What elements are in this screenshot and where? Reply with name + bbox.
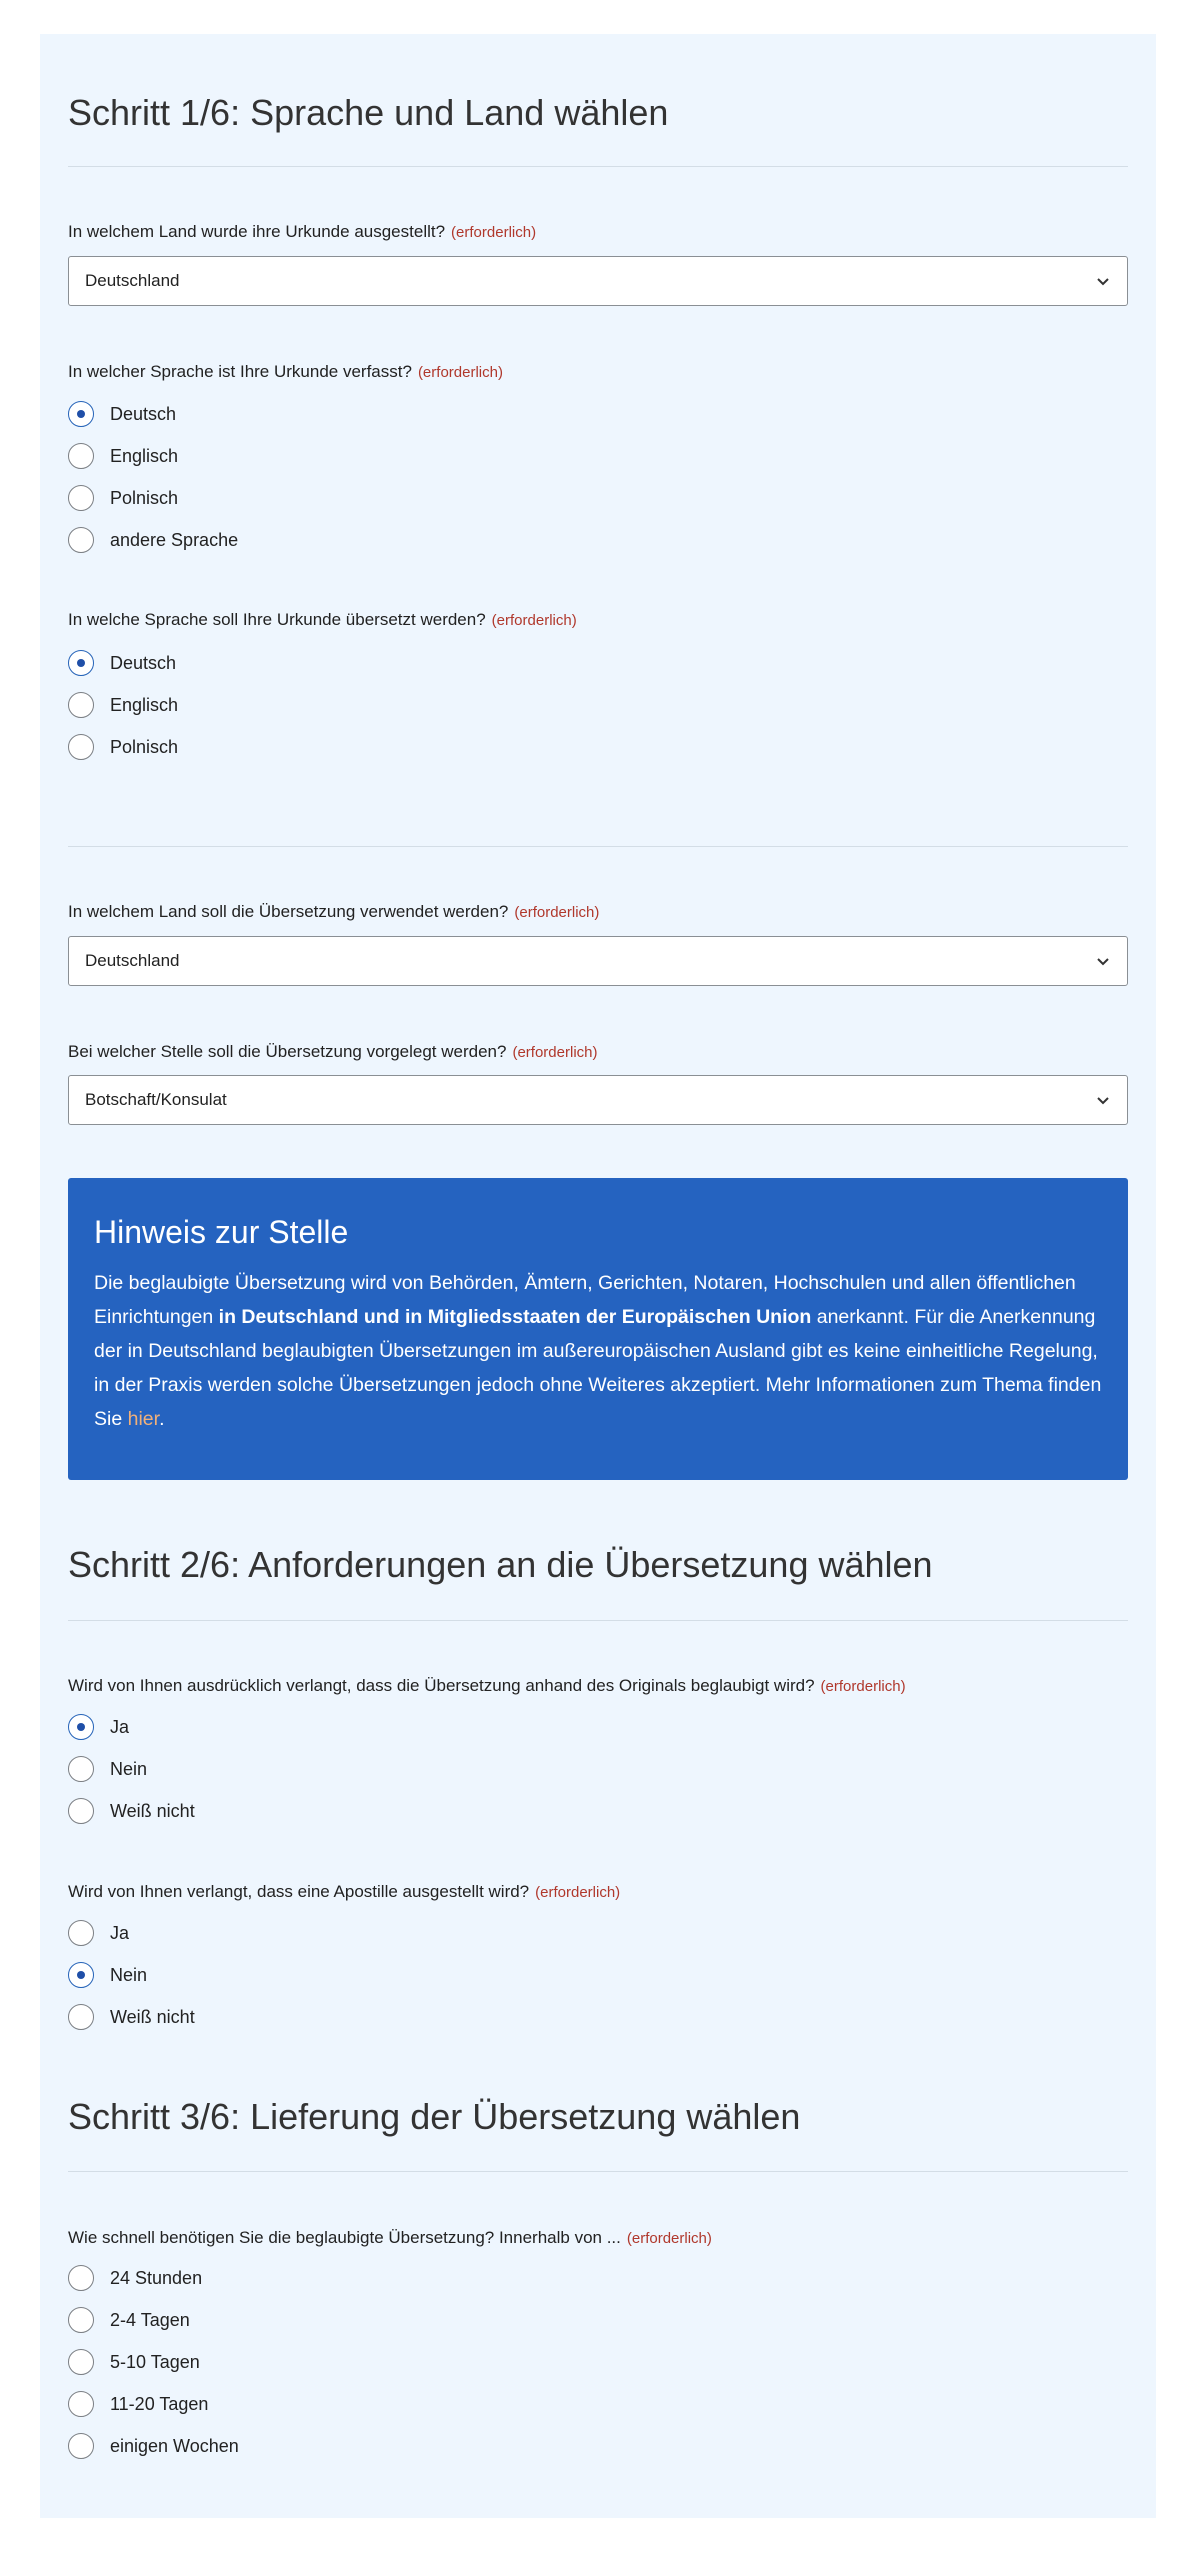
radio-label[interactable]: 5-10 Tagen: [110, 2352, 200, 2372]
use-country-select[interactable]: [68, 936, 1128, 986]
radio-button[interactable]: [68, 1920, 94, 1946]
required-marker: (erforderlich): [451, 224, 537, 241]
question-source-language-label: In welcher Sprache ist Ihre Urkunde verfasst? (erforderlich): [68, 362, 503, 381]
issue-country-select[interactable]: [68, 256, 1128, 306]
radio-label[interactable]: 2-4 Tagen: [110, 2310, 190, 2330]
required-marker: (erforderlich): [514, 904, 600, 921]
notice-title: Hinweis zur Stelle: [94, 1214, 349, 1250]
authority-value: Botschaft/Konsulat: [85, 1090, 227, 1109]
radio-button[interactable]: [68, 2004, 94, 2030]
required-marker: (erforderlich): [535, 1884, 621, 1901]
radio-label[interactable]: Ja: [110, 1923, 130, 1943]
notice-link[interactable]: hier: [127, 1408, 160, 1430]
notice-box: [68, 1178, 1128, 1480]
question-use-country-label: In welchem Land soll die Übersetzung verwendet werden? (erforderlich): [68, 902, 600, 921]
radio-label[interactable]: Nein: [110, 1759, 148, 1779]
divider: [68, 1620, 1128, 1621]
radio-button[interactable]: [68, 401, 94, 427]
radio-label[interactable]: Weiß nicht: [110, 1801, 195, 1821]
use-country-value: Deutschland: [85, 951, 180, 970]
step-2-title: Schritt 2/6: Anforderungen an die Übersetzung wählen: [68, 1544, 933, 1585]
radio-button[interactable]: [68, 1756, 94, 1782]
question-authority-label: Bei welcher Stelle soll die Übersetzung vorgelegt werden? (erforderlich): [68, 1042, 598, 1061]
notice-bold-text: in Deutschland und in Mitgliedsstaaten der Europäischen Union: [218, 1306, 812, 1328]
radio-label[interactable]: Polnisch: [110, 488, 179, 508]
radio-button[interactable]: [68, 2307, 94, 2333]
radio-button[interactable]: [68, 1714, 94, 1740]
step-3-title: Schritt 3/6: Lieferung der Übersetzung wählen: [68, 2096, 801, 2137]
notice-text: Die beglaubigte Übersetzung wird von Behörden, Ämtern, Gerichten, Notaren, Hochschulen und allen öffentlichen Einrichtungen in Deutschland und in Mitgliedsstaaten der Europäischen Union anerkannt. Für die Anerkennung der in Deutschland beglaubigten Übersetzungen im außereuropäischen Ausland gibt es keine einheitliche Regelung, in der Praxis werden solche Übersetzungen jedoch ohne Weiteres akzeptiert. Mehr Informationen zum Thema finden Sie hier.: [94, 1272, 1102, 1430]
radio-button[interactable]: [68, 2433, 94, 2459]
radio-label[interactable]: Polnisch: [110, 737, 179, 757]
radio-button[interactable]: [68, 1798, 94, 1824]
divider: [68, 846, 1128, 847]
question-target-language-label: In welche Sprache soll Ihre Urkunde übersetzt werden? (erforderlich): [68, 610, 577, 629]
radio-button[interactable]: [68, 485, 94, 511]
step-1-title: Schritt 1/6: Sprache und Land wählen: [68, 92, 669, 133]
radio-label[interactable]: Weiß nicht: [110, 2007, 195, 2027]
required-marker: (erforderlich): [417, 364, 503, 381]
radio-label[interactable]: Deutsch: [110, 653, 177, 673]
radio-label[interactable]: Deutsch: [110, 404, 177, 424]
question-issue-country-label: In welchem Land wurde ihre Urkunde ausgestellt? (erforderlich): [68, 222, 537, 241]
radio-label[interactable]: Englisch: [110, 446, 179, 466]
radio-label[interactable]: einigen Wochen: [110, 2436, 239, 2456]
chevron-down-icon: [1095, 1092, 1111, 1108]
radio-button[interactable]: [68, 2349, 94, 2375]
question-delivery-speed-label: Wie schnell benötigen Sie die beglaubigte Übersetzung? Innerhalb von ... (erforderlich): [68, 2228, 712, 2247]
question-apostille-label: Wird von Ihnen verlangt, dass eine Apostille ausgestellt wird? (erforderlich): [68, 1882, 621, 1901]
radio-button[interactable]: [68, 650, 94, 676]
radio-button[interactable]: [68, 2391, 94, 2417]
divider: [68, 2171, 1128, 2172]
radio-button[interactable]: [68, 2265, 94, 2291]
required-marker: (erforderlich): [820, 1678, 906, 1695]
required-marker: (erforderlich): [512, 1044, 598, 1061]
divider: [68, 166, 1128, 167]
required-marker: (erforderlich): [626, 2230, 712, 2247]
radio-button[interactable]: [68, 443, 94, 469]
radio-label[interactable]: Ja: [110, 1717, 130, 1737]
radio-button[interactable]: [68, 527, 94, 553]
radio-button[interactable]: [68, 734, 94, 760]
radio-label[interactable]: 11-20 Tagen: [110, 2394, 209, 2414]
chevron-down-icon: [1095, 273, 1111, 289]
required-marker: (erforderlich): [491, 612, 577, 629]
radio-label[interactable]: andere Sprache: [110, 530, 239, 550]
authority-select[interactable]: [68, 1075, 1128, 1125]
issue-country-value: Deutschland: [85, 271, 180, 290]
radio-label[interactable]: Nein: [110, 1965, 148, 1985]
chevron-down-icon: [1095, 953, 1111, 969]
radio-label[interactable]: Englisch: [110, 695, 179, 715]
radio-button[interactable]: [68, 692, 94, 718]
radio-button[interactable]: [68, 1962, 94, 1988]
question-original-label: Wird von Ihnen ausdrücklich verlangt, dass die Übersetzung anhand des Originals beglaubigt wird? (erforderlich): [68, 1676, 906, 1695]
radio-label[interactable]: 24 Stunden: [110, 2268, 203, 2288]
